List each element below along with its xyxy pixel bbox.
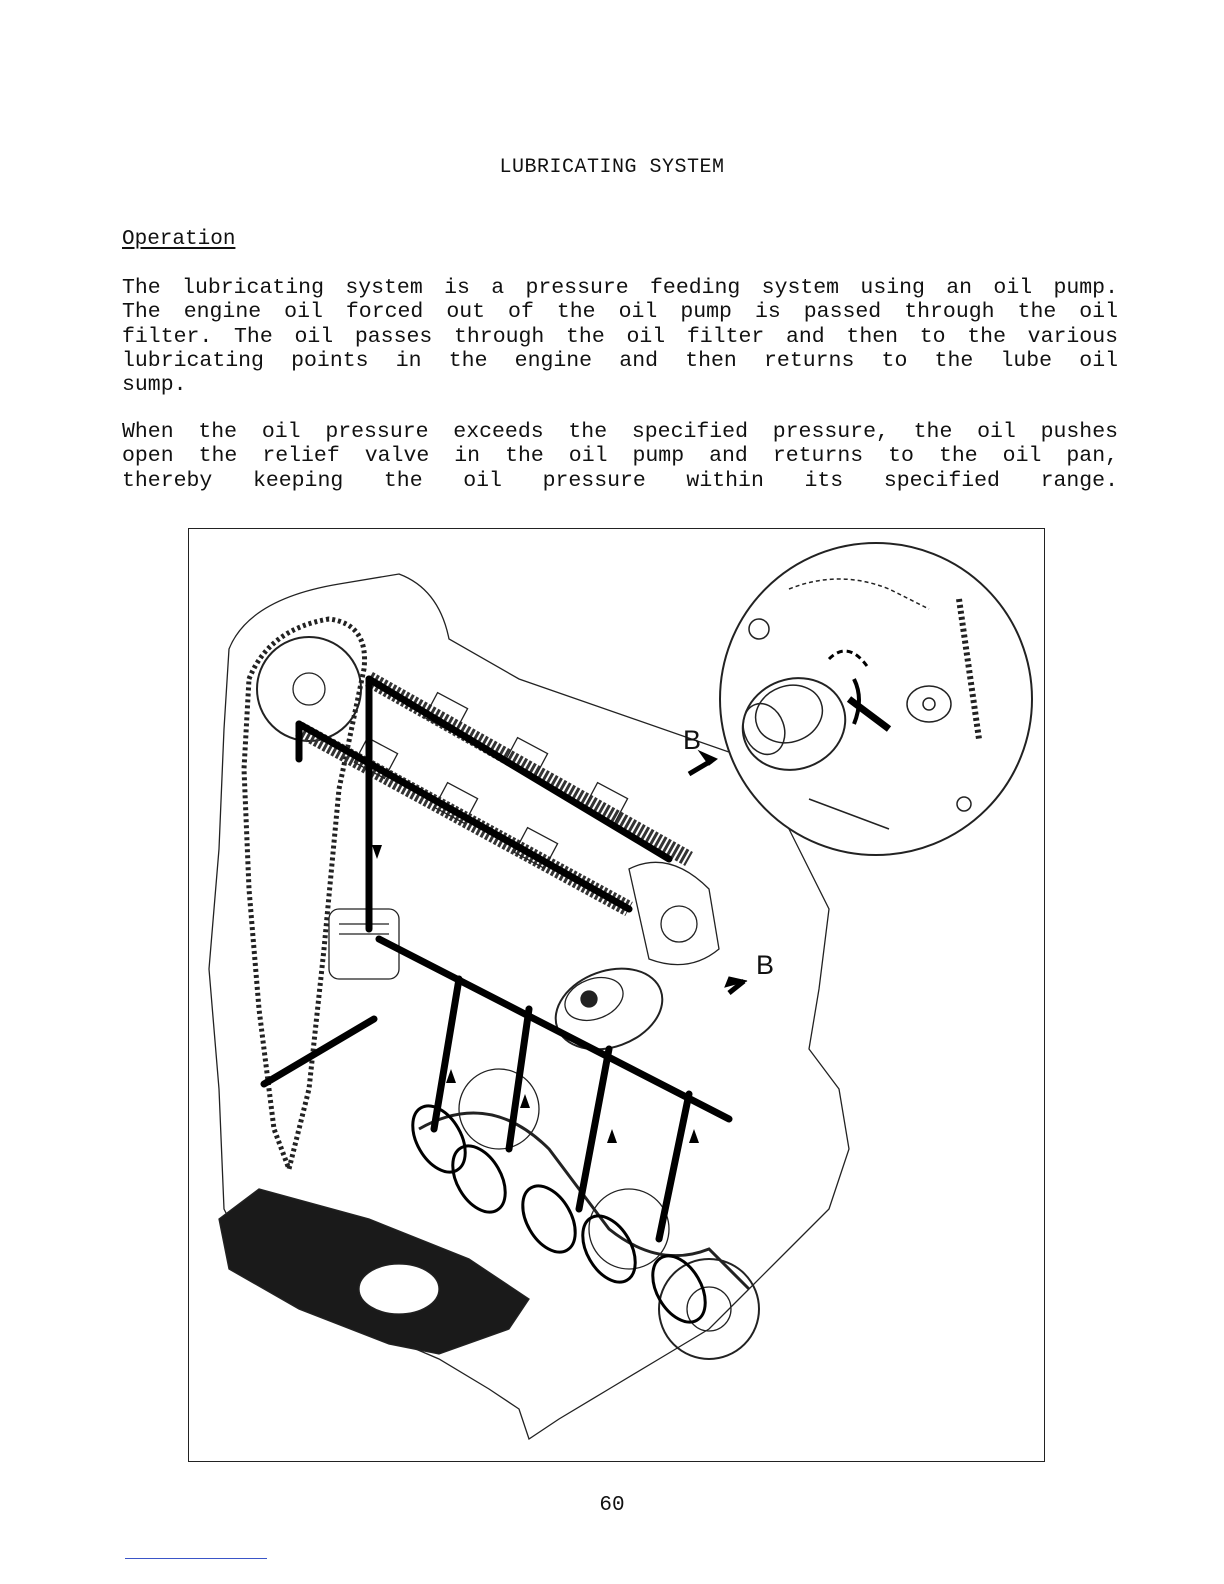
flow-arrow-icon [607,1129,617,1143]
flow-arrow-icon [372,845,382,859]
engine-illustration [189,529,1044,1461]
section-heading: Operation [122,228,236,251]
paragraph-line: sump. [122,373,187,398]
oil-line [579,1049,609,1209]
footnote-rule [125,1558,267,1559]
paragraph-line: thereby keeping the oil pressure within its specified range. [122,468,1118,493]
page-number: 60 [599,1494,625,1517]
paragraph-line: filter. The oil passes through the oil filter and then to the various [122,324,1118,349]
oil-line [369,679,669,859]
paragraph-relief-valve [122,420,1118,493]
engine-lubrication-diagram [188,528,1045,1462]
flow-arrow-icon [689,1129,699,1143]
paragraph-operation-overview [122,276,1118,397]
main-oil-gallery [379,939,729,1119]
oil-line [434,979,459,1129]
detail-view-b-inset [720,543,1032,855]
crank-pulley [659,1259,759,1359]
paragraph-line: open the relief valve in the oil pump and returns to the oil pan, [122,444,1118,469]
flow-arrow-icon [446,1069,456,1083]
page-title: LUBRICATING SYSTEM [499,156,725,179]
paragraph-line: The lubricating system is a pressure feeding system using an oil pump. [122,276,1118,300]
oil-pump [359,1264,439,1314]
oil-line [299,724,629,909]
oil-line [659,1094,689,1239]
paragraph-line: When the oil pressure exceeds the specified pressure, the oil pushes [122,420,1118,444]
paragraph-line: lubricating points in the engine and then returns to the lube oil [122,348,1118,373]
view-b-label: B [683,725,702,755]
view-b-label: B [756,950,775,980]
oil-line [264,1019,374,1084]
flow-arrow-icon [520,1094,530,1108]
paragraph-line: The engine oil forced out of the oil pump is passed through the oil [122,300,1118,325]
